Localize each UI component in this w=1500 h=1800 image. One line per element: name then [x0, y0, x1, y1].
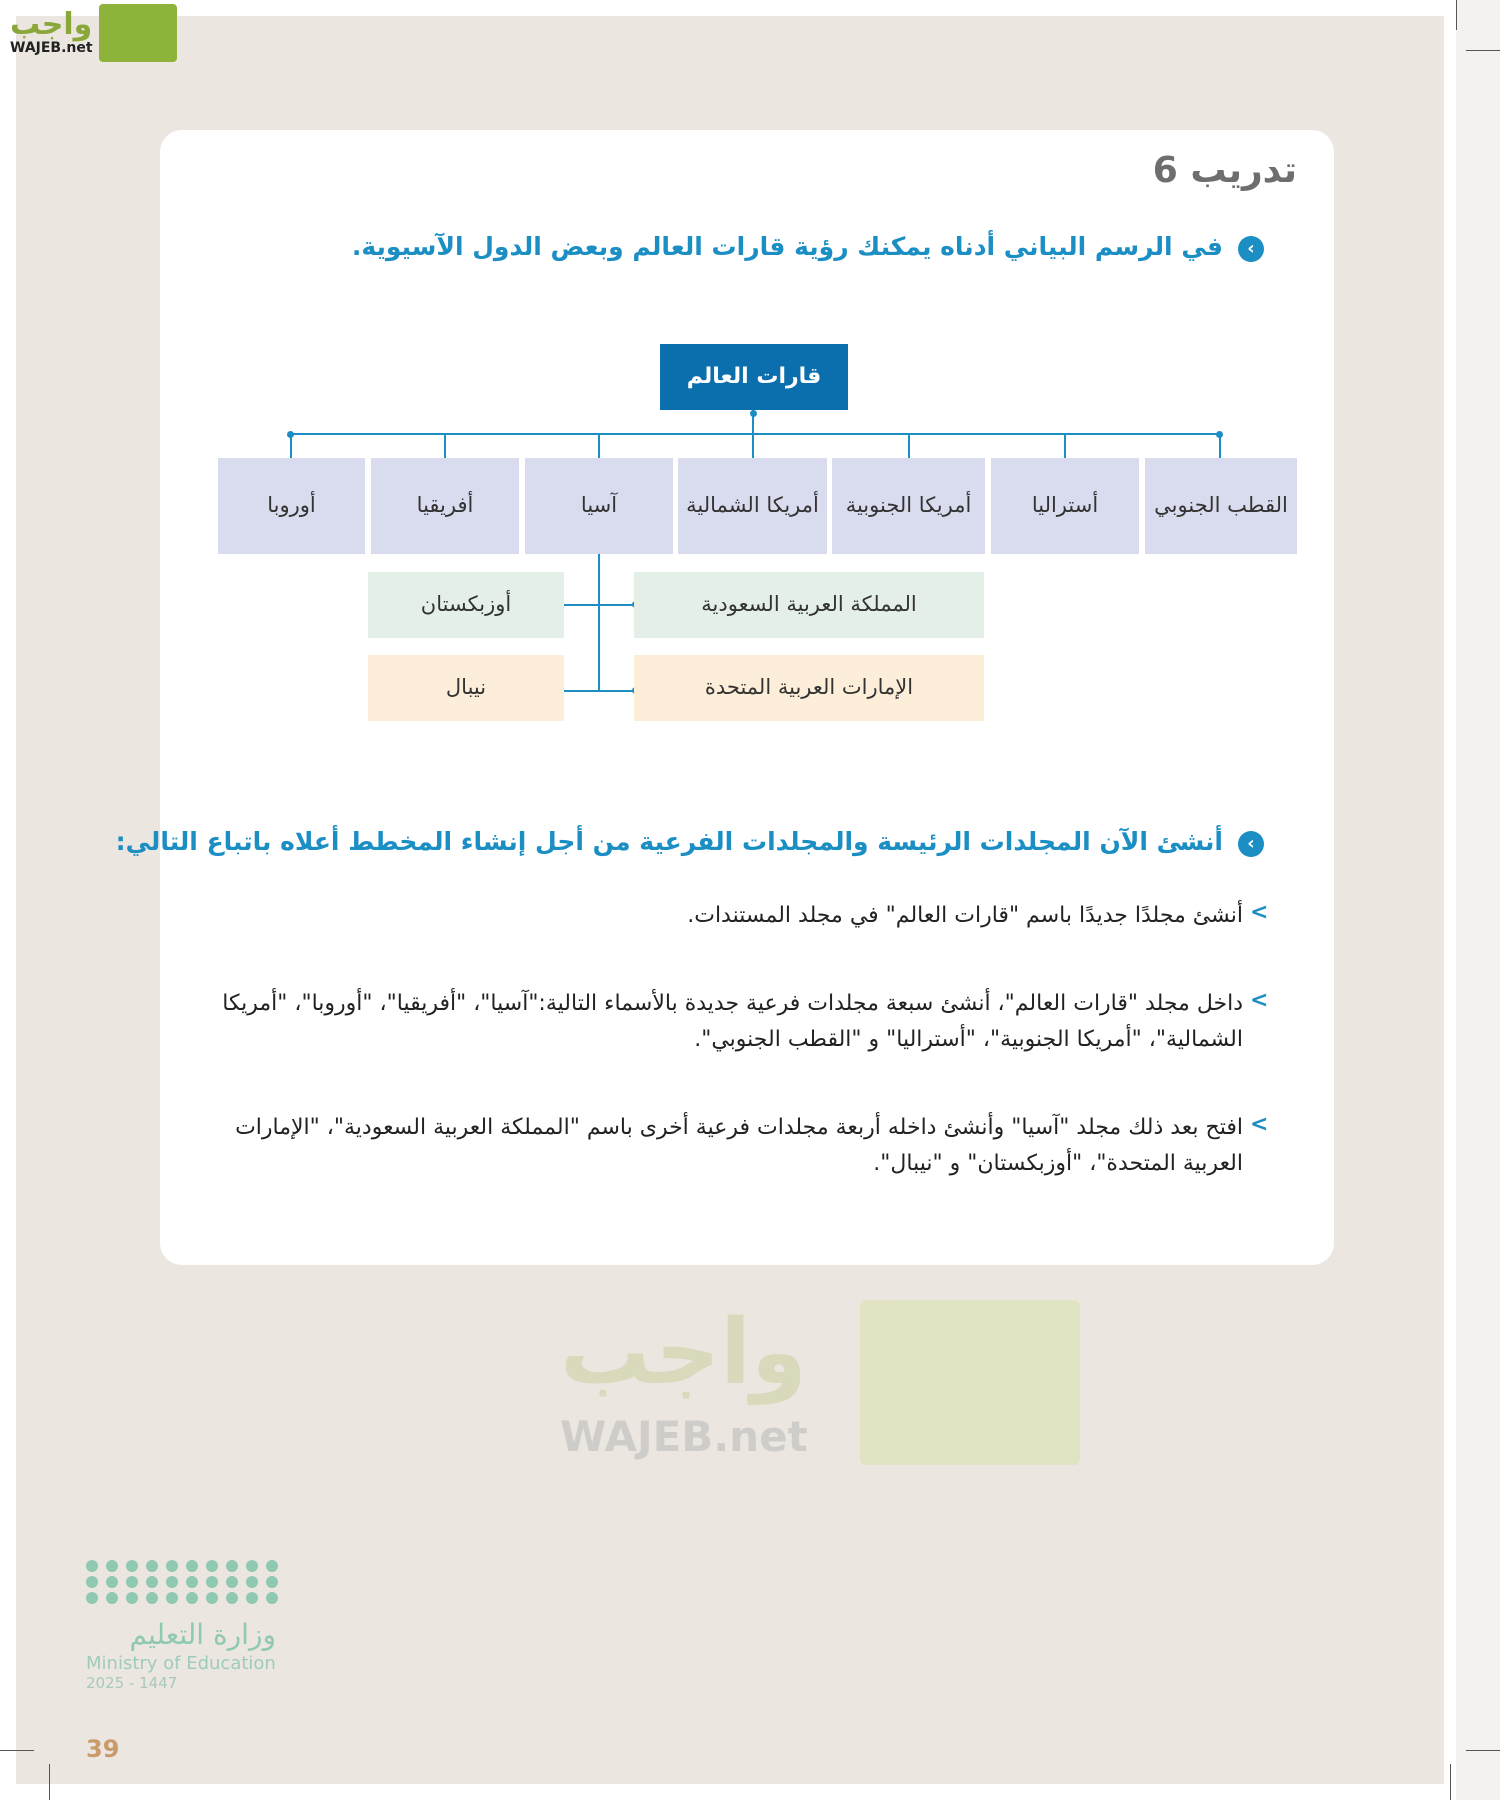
continent-folder: أمريكا الشمالية [678, 458, 827, 554]
crop-mark [1466, 1750, 1500, 1751]
crop-mark [1466, 50, 1500, 51]
connector-line [1064, 434, 1066, 458]
bullet-arrow-icon: < [1250, 1112, 1269, 1137]
country-folder: نيبال [368, 655, 564, 721]
continent-folder: أمريكا الجنوبية [832, 458, 985, 554]
connector-line [444, 434, 446, 458]
crop-mark [0, 1750, 34, 1751]
connector-line [752, 434, 754, 458]
continent-folder: أستراليا [991, 458, 1139, 554]
bullet-arrow-icon: < [1250, 988, 1269, 1013]
logo-text-ar: واجب [10, 7, 93, 42]
connector-dot [750, 410, 757, 417]
bullet-arrow-icon: < [1250, 900, 1269, 925]
exercise-title: تدريب 6 [1152, 150, 1297, 191]
crop-mark [49, 1764, 50, 1800]
page-number: 39 [86, 1735, 120, 1763]
question-2: أنشئ الآن المجلدات الرئيسة والمجلدات الفرعية من أجل إنشاء المخطط أعلاه باتباع التالي: [115, 827, 1223, 856]
logo-text-en: WAJEB.net [10, 40, 93, 56]
continent-folder: أوروبا [218, 458, 365, 554]
ministry-name-en: Ministry of Education [86, 1653, 276, 1674]
root-folder: قارات العالم [660, 344, 848, 410]
continent-folder: أفريقيا [371, 458, 519, 554]
book-icon [99, 4, 177, 62]
connector-line [560, 690, 638, 692]
step-3: افتح بعد ذلك مجلد "آسيا" وأنشئ داخله أربعة مجلدات فرعية أخرى باسم "المملكة العربية السعودية"، "الإمارات العربية المتحدة"، "أوزبكستان" و "نيبال". [235, 1115, 1243, 1176]
wajeb-logo[interactable] [10, 4, 177, 62]
continent-folder: القطب الجنوبي [1145, 458, 1297, 554]
dots-emblem-icon [86, 1560, 276, 1604]
connector-line [598, 434, 600, 458]
connector-dot [1216, 431, 1223, 438]
connector-line [908, 434, 910, 458]
continent-folder: آسيا [525, 458, 673, 554]
country-folder: أوزبكستان [368, 572, 564, 638]
country-folder: الإمارات العربية المتحدة [634, 655, 984, 721]
question-1: في الرسم البياني أدناه يمكنك رؤية قارات العالم وبعض الدول الآسيوية. [351, 232, 1223, 261]
chevron-left-icon: ‹ [1238, 831, 1264, 857]
watermark-en: WAJEB.net [560, 1412, 808, 1461]
edition-year: 2025 - 1447 [86, 1674, 178, 1692]
chevron-left-icon: ‹ [1238, 236, 1264, 262]
country-folder: المملكة العربية السعودية [634, 572, 984, 638]
connector-line [598, 554, 600, 692]
connector-line [560, 604, 638, 606]
connector-line [290, 433, 1220, 435]
page-edge [1456, 0, 1500, 1800]
crop-mark [1456, 0, 1457, 30]
crop-mark [1450, 1764, 1451, 1800]
watermark-ar: واجب [560, 1300, 807, 1405]
ministry-name-ar: وزارة التعليم [129, 1618, 276, 1651]
ministry-logo [86, 1560, 276, 1692]
step-2: داخل مجلد "قارات العالم"، أنشئ سبعة مجلدات فرعية جديدة بالأسماء التالية:"آسيا"، "أفريقيا"، "أوروبا"، "أمريكا الشمالية"، "أمريكا الجنوبية"، "أستراليا" و "القطب الجنوبي". [222, 991, 1243, 1052]
step-1: أنشئ مجلدًا جديدًا باسم "قارات العالم" في مجلد المستندات. [687, 903, 1243, 928]
connector-dot [287, 431, 294, 438]
